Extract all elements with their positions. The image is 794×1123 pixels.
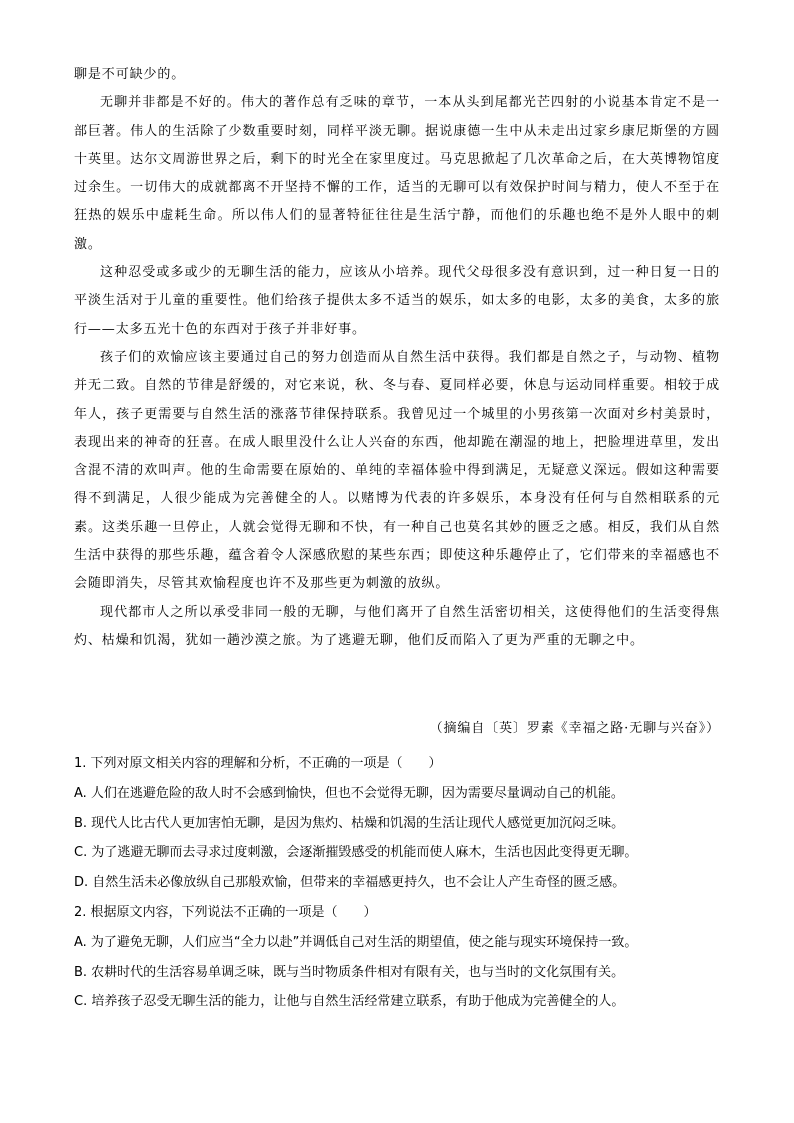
passage-paragraph: 现代都市人之所以承受非同一般的无聊，与他们离开了自然生活密切相关，这使得他们的生活变得焦灼、枯燥和饥渴，犹如一趟沙漠之旅。为了逃避无聊，他们反而陷入了更为严重的无聊之中。 <box>74 604 720 648</box>
passage-paragraph: 这种忍受或多或少的无聊生活的能力，应该从小培养。现代父母很多没有意识到，过一种日复一日的平淡生活对于儿童的重要性。他们给孩子提供太多不适当的娱乐，如太多的电影，太多的美食，太多的旅行——太多五光十色的东西对于孩子并非好事。 <box>74 265 720 337</box>
question-2-option-c[interactable]: C. 培养孩子忍受无聊生活的能力，让他与自然生活经常建立联系，有助于他成为完善健全的人。 <box>74 994 625 1010</box>
question-1-option-a[interactable]: A. 人们在逃避危险的敌人时不会感到愉快，但也不会觉得无聊，因为需要尽量调动自己的机能。 <box>74 785 624 801</box>
passage-paragraph: 聊是不可缺少的。 <box>74 67 186 82</box>
passage-source: （摘编自〔英〕罗素《幸福之路·无聊与兴奋》） <box>429 721 720 736</box>
question-1-option-b[interactable]: B. 现代人比古代人更加害怕无聊，是因为焦灼、枯燥和饥渴的生活让现代人感觉更加沉闷乏味。 <box>74 815 625 831</box>
reading-passage <box>74 61 720 655</box>
passage-paragraph: 无聊并非都是不好的。伟大的著作总有乏味的章节，一本从头到尾都光芒四射的小说基本肯定不是一部巨著。伟人的生活除了少数重要时刻，同样平淡无聊。据说康德一生中从未走出过家乡康尼斯堡的方圆十英里。达尔文周游世界之后，剩下的时光全在家里度过。马克思掀起了几次革命之后，在大英博物馆度过余生。一切伟大的成就都离不开坚持不懈的工作，适当的无聊可以有效保护时间与精力，使人不至于在狂热的娱乐中虚耗生命。所以伟人们的显著特征往往是生活宁静，而他们的乐趣也绝不是外人眼中的刺激。 <box>74 95 720 252</box>
question-1-stem: 1. 下列对原文相关内容的理解和分析，不正确的一项是（ ） <box>74 756 442 771</box>
question-1-option-d[interactable]: D. 自然生活未必像放纵自己那般欢愉，但带来的幸福感更持久，也不会让人产生奇怪的匮乏感。 <box>74 875 626 891</box>
passage-paragraph: 孩子们的欢愉应该主要通过自己的努力创造而从自然生活中获得。我们都是自然之子，与动物、植物并无二致。自然的节律是舒缓的，对它来说，秋、冬与春、夏同样必要，休息与运动同样重要。相较于成年人，孩子更需要与自然生活的涨落节律保持联系。我曾见过一个城里的小男孩第一次面对乡村美景时，表现出来的神奇的狂喜。在成人眼里没什么让人兴奋的东西，他却跪在潮湿的地上，把脸埋进草里，发出含混不清的欢叫声。他的生命需要在原始的、单纯的幸福体验中得到满足，无疑意义深远。假如这种需要得不到满足，人很少能成为完善健全的人。以赌博为代表的许多娱乐，本身没有任何与自然相联系的元素。这类乐趣一旦停止，人就会觉得无聊和不快，有一种自己也莫名其妙的匮乏之感。相反，我们从自然生活中获得的那些乐趣，蕴含着令人深感欣慰的某些东西；即使这种乐趣停止了，它们带来的幸福感也不会随即消失，尽管其欢愉程度也许不及那些更为刺激的放纵。 <box>74 349 720 592</box>
question-list <box>74 749 734 1017</box>
question-2-option-b[interactable]: B. 农耕时代的生活容易单调乏味，既与当时物质条件相对有限有关，也与当时的文化氛围有关。 <box>74 964 625 980</box>
question-2-option-a[interactable]: A. 为了避免无聊，人们应当“全力以赴”并调低自己对生活的期望值，使之能与现实环境保持一致。 <box>74 934 638 950</box>
question-2-stem: 2. 根据原文内容，下列说法不正确的一项是（ ） <box>74 904 377 920</box>
question-1-option-c[interactable]: C. 为了逃避无聊而去寻求过度刺激，会逐渐摧毁感受的机能而使人麻木，生活也因此变得更无聊。 <box>74 845 638 861</box>
